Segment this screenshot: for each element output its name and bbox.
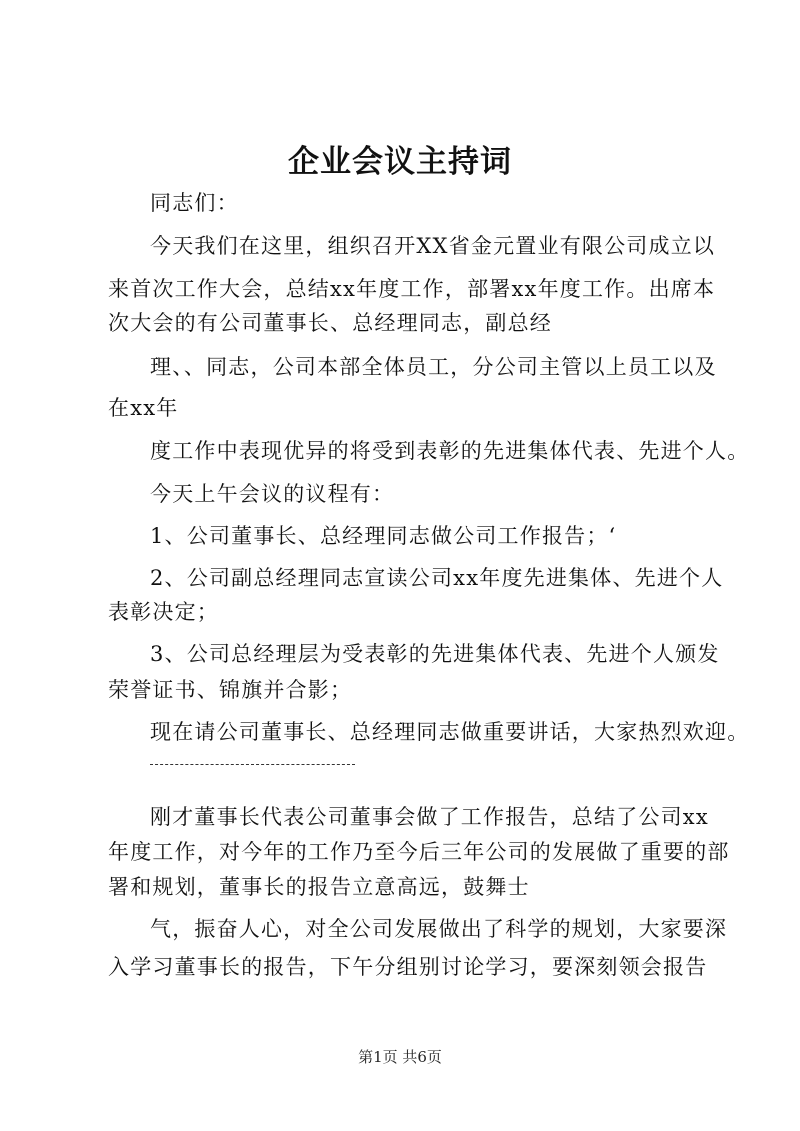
text-line: 1、公司董事长、总经理同志做公司工作报告；‘ bbox=[150, 524, 617, 548]
text-line: 在xx年 bbox=[108, 396, 179, 420]
text-line: 同志们： bbox=[150, 191, 239, 215]
text-line: 2、公司副总经理同志宣读公司xx年度先进集体、先进个人 bbox=[150, 566, 724, 590]
text-line: 署和规划，董事长的报告立意高远，鼓舞士 bbox=[108, 875, 530, 899]
text-line: 表彰决定； bbox=[108, 600, 219, 624]
text-line: 理、、同志，公司本部全体员工，分公司主管以上员工以及 bbox=[150, 355, 717, 379]
text-line: 现在请公司董事长、总经理同志做重要讲话，大家热烈欢迎。 bbox=[150, 720, 750, 744]
text-line: 度工作中表现优异的将受到表彰的先进集体代表、先进个人。 bbox=[150, 439, 750, 463]
text-line: 入学习董事长的报告，下午分组别讨论学习，要深刻领会报告 bbox=[108, 955, 708, 979]
text-line: 来首次工作大会，总结xx年度工作，部署xx年度工作。出席本 bbox=[108, 277, 716, 301]
text-line: 气，振奋人心，对全公司发展做出了科学的规划，大家要深 bbox=[150, 917, 728, 941]
text-line: 荣誉证书、锦旗并合影； bbox=[108, 678, 353, 702]
text-line: 刚才董事长代表公司董事会做了工作报告，总结了公司xx bbox=[150, 805, 709, 829]
text-line: 年度工作，对今年的工作乃至今后三年公司的发展做了重要的部 bbox=[108, 840, 730, 864]
document-title: 企业会议主持词 bbox=[288, 144, 512, 180]
text-line: 3、公司总经理层为受表彰的先进集体代表、先进个人颁发 bbox=[150, 642, 720, 666]
text-line: 今天上午会议的议程有： bbox=[150, 482, 395, 506]
text-line: 次大会的有公司董事长、总经理同志，副总经 bbox=[108, 311, 552, 335]
section-divider bbox=[150, 764, 355, 765]
text-line: 今天我们在这里，组织召开XX省金元置业有限公司成立以 bbox=[150, 234, 716, 258]
page-footer: 第1页 共6页 bbox=[358, 1048, 442, 1066]
